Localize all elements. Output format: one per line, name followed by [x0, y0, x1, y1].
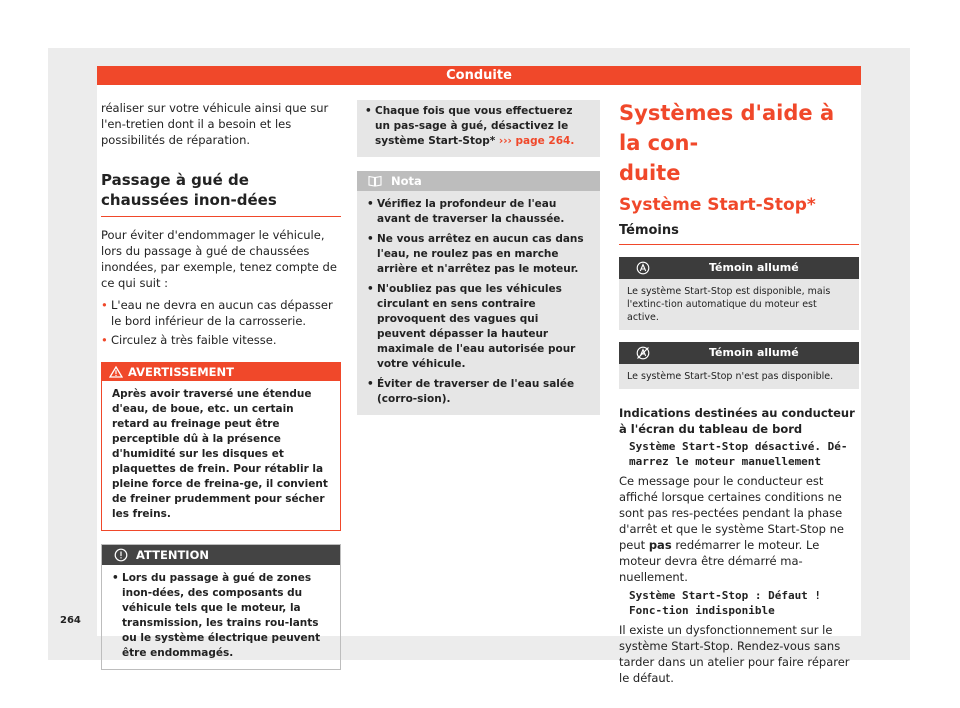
intro-text: réaliser sur votre véhicule ainsi que sur l'en-tretien dont il a besoin et les possibilités de réparation.	[101, 101, 329, 147]
middle-column	[357, 100, 600, 415]
info-circle-icon	[114, 548, 128, 562]
start-stop-off-icon	[636, 346, 650, 360]
lamp-2-description: Le système Start-Stop n'est pas disponible.	[619, 364, 859, 389]
section-title-startstop: Système Start-Stop*	[619, 195, 816, 215]
section-title-gue: Passage à gué de chaussées inon-dées	[101, 171, 277, 209]
nota-box	[357, 171, 600, 415]
bullet-icon: •	[101, 298, 108, 312]
bullet-icon: •	[101, 333, 108, 347]
attention-text: • Lors du passage à gué de zones inon-dées, des composants du véhicule tels que le moteur, la transmission, les trains rou-lants ou le système électrique peuvent être endommagés.	[112, 572, 321, 659]
bullet-icon: •	[365, 105, 372, 117]
gue-paragraph: Pour éviter d'endommager le véhicule, lors du passage à gué de chaussées inondées, par exemple, tenez compte de ce qui suit :	[101, 228, 337, 290]
temoins-rule	[619, 244, 859, 245]
right-column	[619, 98, 859, 686]
section-rule	[101, 216, 341, 217]
bullet-icon: •	[367, 198, 374, 210]
left-column	[101, 100, 341, 670]
driver-message-1: Système Start-Stop désactivé. Dé-marrez le moteur manuellement	[629, 440, 848, 468]
driver-message-2: Système Start-Stop : Défaut ! Fonc-tion indisponible	[629, 589, 822, 617]
attention-header	[102, 545, 340, 565]
nota-body	[357, 191, 600, 415]
lamp-bar-2	[619, 342, 859, 364]
list-item: • Circulez à très faible vitesse.	[101, 333, 277, 347]
page-reference-link[interactable]: ››› page 264.	[498, 135, 575, 147]
chapter-title-line1: Systèmes d'aide à la con-	[619, 101, 835, 155]
message-1-explanation: Ce message pour le conducteur est affiché lorsque certaines conditions ne sont pas res-pectées pendant la phase d'arrêt et que le système Start-Stop ne peut pas redémarrer le moteur. Le moteur devra être démarré ma-nuellement.	[619, 474, 844, 584]
lamp-bar-1	[619, 257, 859, 279]
book-icon	[368, 175, 382, 187]
nota-title: Nota	[391, 174, 422, 188]
lamp-1-description: Le système Start-Stop est disponible, mais l'extinc-tion automatique du moteur est active.	[619, 279, 859, 330]
attention-box	[101, 544, 341, 670]
list-item: • N'oubliez pas que les véhicules circulant en sens contraire provoquent des vagues qui peuvent dépasser la hauteur maximale de l'eau autorisée pour votre véhicule.	[367, 283, 576, 370]
start-stop-a-icon	[636, 261, 650, 275]
lamp-2-label: Témoin allumé	[709, 346, 799, 359]
chapter-title-line2: duite	[619, 161, 681, 185]
warning-header	[102, 363, 340, 381]
temoins-heading: Témoins	[619, 223, 679, 238]
list-item: • Ne vous arrêtez en aucun cas dans l'eau, ne roulez pas en marche arrière et n'arrêtez pas le moteur.	[367, 233, 584, 275]
indications-heading: Indications destinées au conducteur à l'écran du tableau de bord	[619, 406, 855, 436]
list-item: • L'eau ne devra en aucun cas dépasser le bord inférieur de la carrosserie.	[101, 298, 333, 328]
message-2-explanation: Il existe un dysfonctionnement sur le système Start-Stop. Rendez-vous sans tarder dans un atelier pour faire réparer le défaut.	[619, 623, 850, 685]
warning-box	[101, 362, 341, 531]
list-item: • Vérifiez la profondeur de l'eau avant de traverser la chaussée.	[367, 198, 565, 225]
chapter-header: Conduite	[97, 66, 861, 85]
bullet-icon: •	[367, 283, 374, 295]
warning-triangle-icon	[109, 366, 123, 378]
warning-title: AVERTISSEMENT	[128, 365, 235, 379]
bullet-icon: •	[367, 378, 374, 390]
top-bullet-box: • Chaque fois que vous effectuerez un pas-sage à gué, désactivez le système Start-Stop* ››› page 264.	[357, 100, 600, 157]
page-number: 264	[60, 615, 81, 626]
attention-title: ATTENTION	[136, 548, 209, 562]
nota-header	[357, 171, 600, 191]
lamp-1-label: Témoin allumé	[709, 261, 799, 274]
bullet-icon: •	[367, 233, 374, 245]
warning-text: Après avoir traversé une étendue d'eau, de boue, etc. un certain retard au freinage peut être perceptible dû à la présence d'humidité sur les disques et plaquettes de frein. Pour rétablir la pleine force de freina-ge, il convient de freiner prudemment pour sécher les freins.	[112, 388, 328, 520]
bullet-icon: •	[112, 572, 119, 584]
list-item: • Éviter de traverser de l'eau salée (corro-sion).	[367, 378, 575, 405]
